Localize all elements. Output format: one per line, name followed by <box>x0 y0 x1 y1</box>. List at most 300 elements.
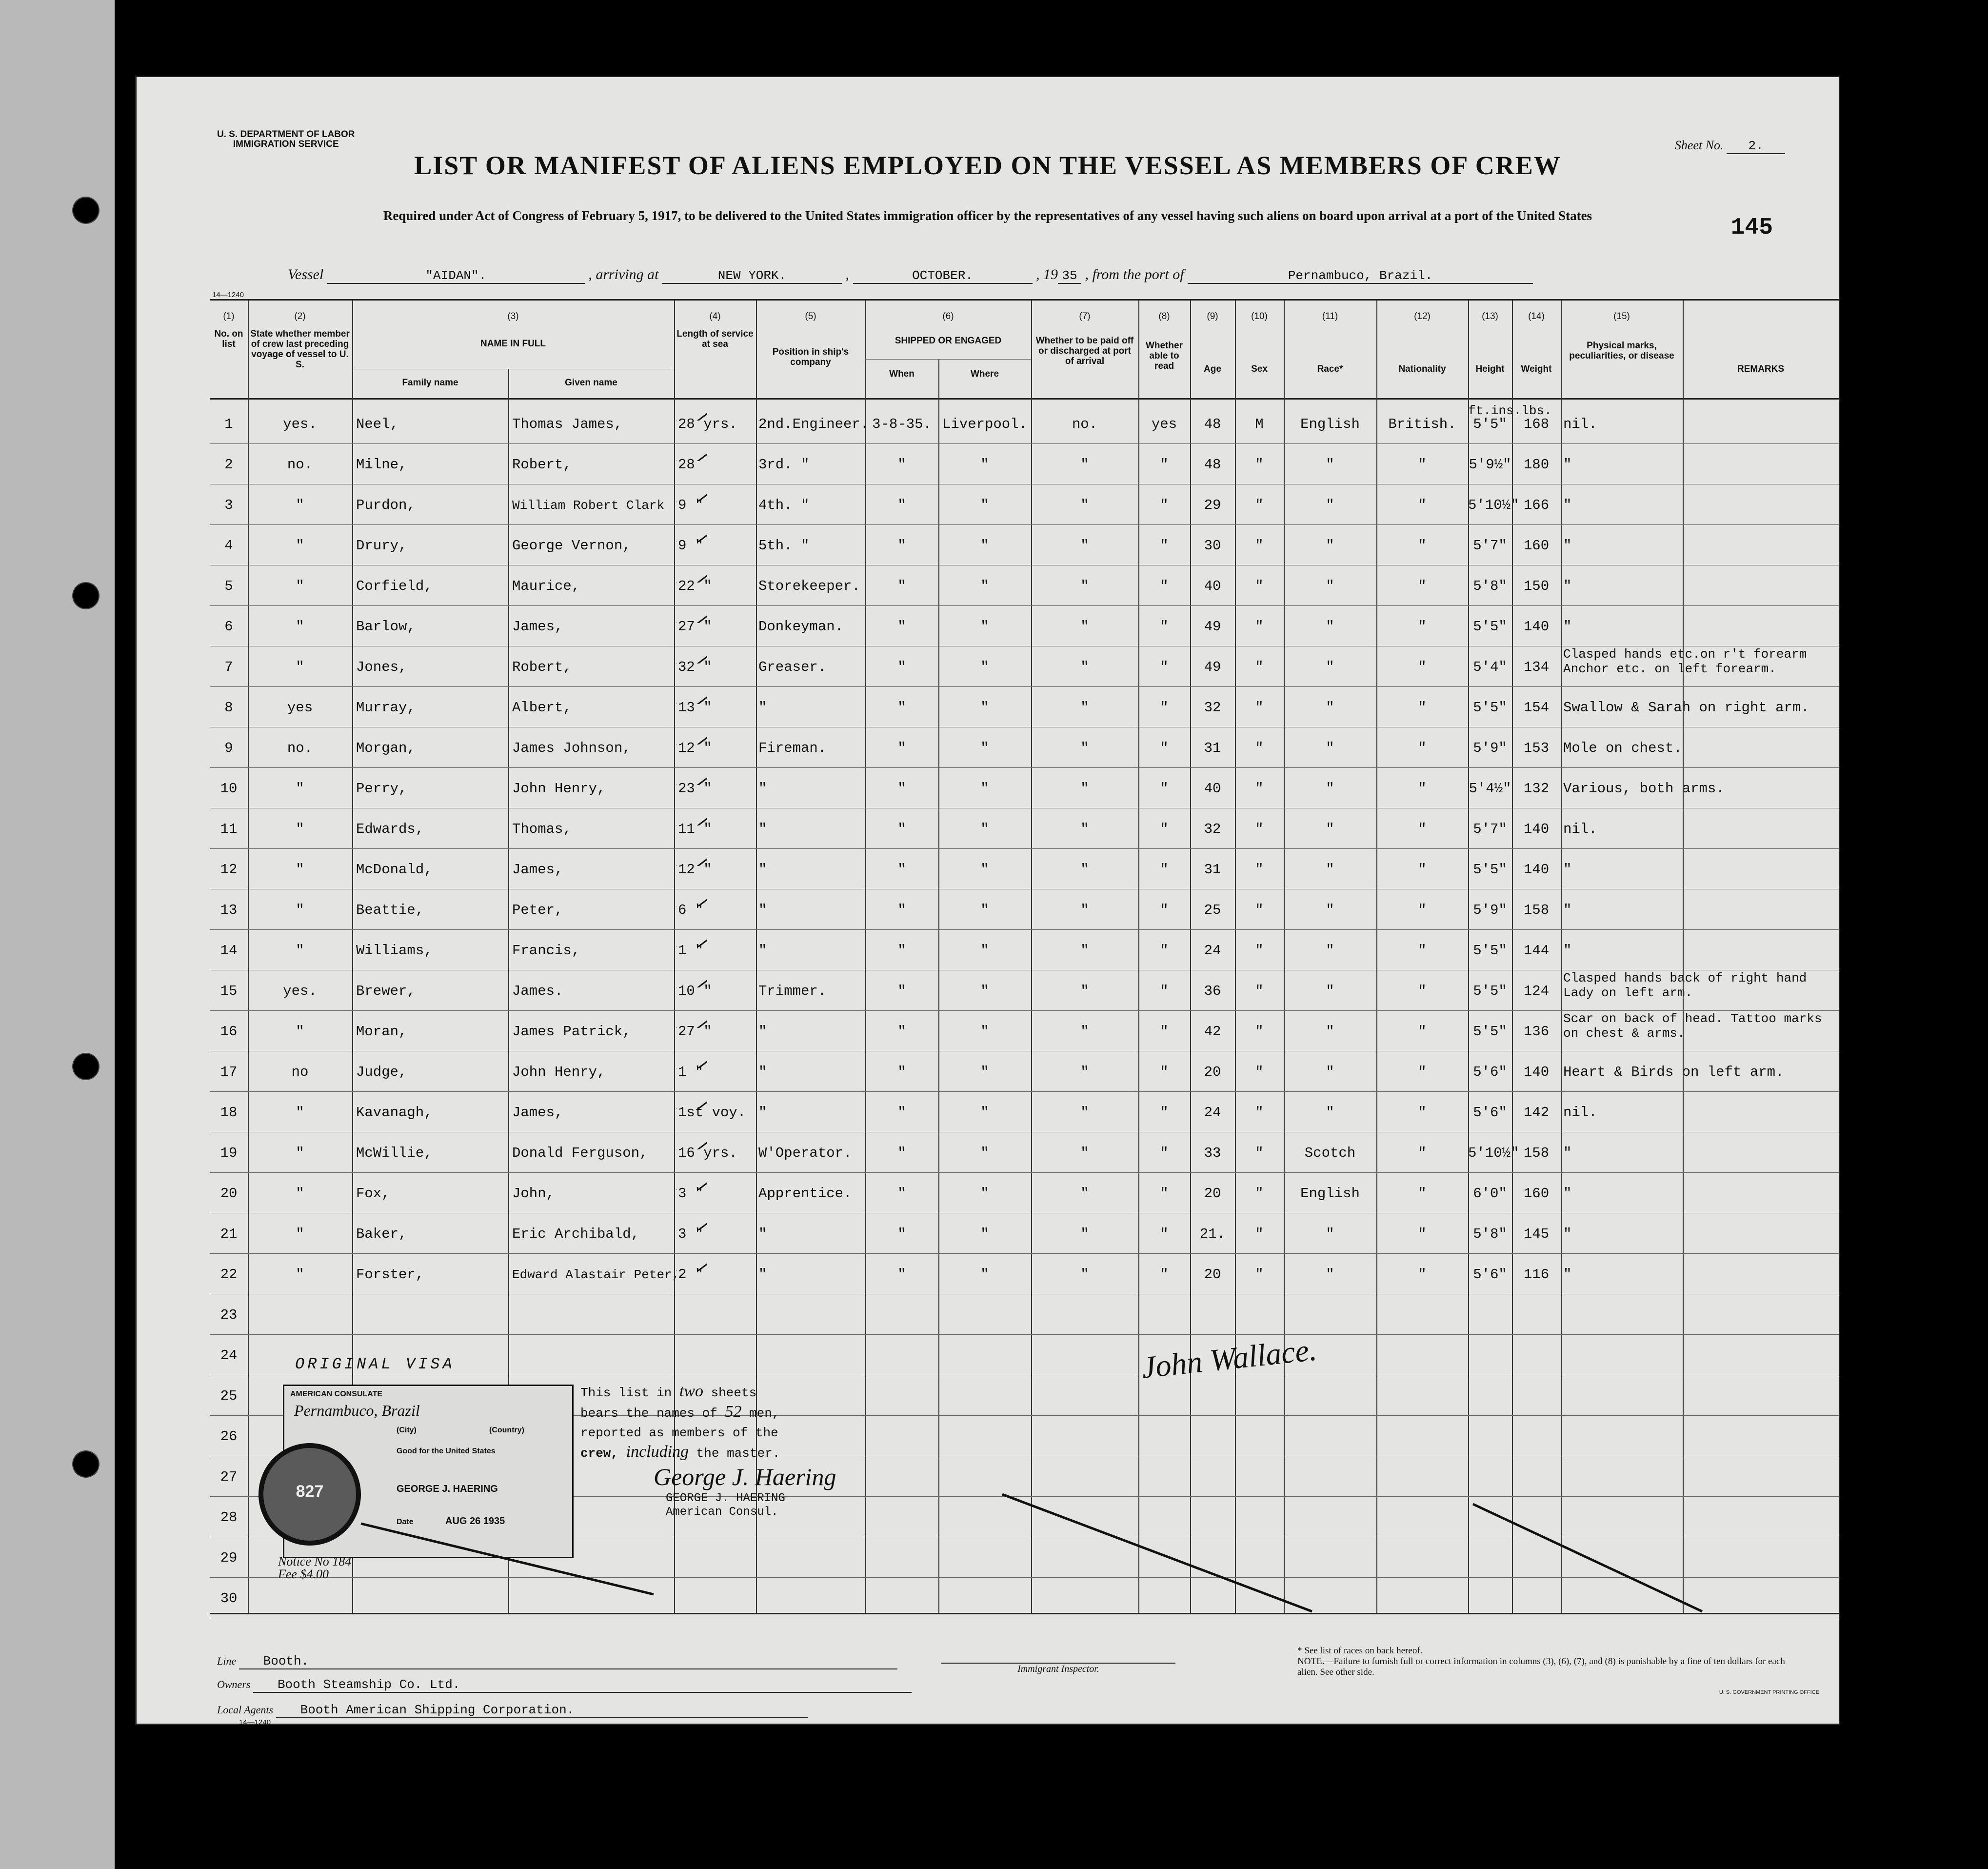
cell-marks: Mole on chest. <box>1563 740 1682 756</box>
cell-sex: " <box>1255 1226 1264 1242</box>
cell-race: " <box>1326 619 1334 635</box>
cell-nat: " <box>1418 1266 1427 1283</box>
cell-given: George Vernon, <box>512 538 631 554</box>
cell-marks: " <box>1563 902 1572 918</box>
cell-position: " <box>758 862 767 878</box>
cell-position: " <box>758 781 767 797</box>
cell-sex: " <box>1255 1024 1264 1040</box>
cell-when: " <box>897 740 906 756</box>
header-family-name: Family name <box>402 378 458 388</box>
cell-age: 49 <box>1204 659 1221 675</box>
cell-position: W'Operator. <box>758 1145 852 1161</box>
cell-family: McWillie, <box>356 1145 433 1161</box>
master-signature: John Wallace. <box>1140 1332 1318 1385</box>
cell-where: " <box>980 983 989 999</box>
cell-prev: " <box>296 1186 304 1202</box>
cell-no: 8 <box>224 700 233 716</box>
cell-where: " <box>980 659 989 675</box>
cell-given: Thomas, <box>512 821 572 837</box>
cell-where: Liverpool. <box>942 416 1028 432</box>
cell-sex: " <box>1255 943 1264 959</box>
cell-age: 49 <box>1204 619 1221 635</box>
cell-no: 12 <box>220 862 238 878</box>
cell-read: " <box>1160 1145 1169 1161</box>
cell-service: 12 " <box>678 740 712 756</box>
cell-age: 31 <box>1204 740 1221 756</box>
cell-prev: " <box>296 862 304 878</box>
cell-service: 16 yrs. <box>678 1145 737 1161</box>
cell-height: 6'0" <box>1473 1186 1507 1202</box>
cell-weight: 158 <box>1523 902 1550 918</box>
cell-prev: " <box>296 578 304 594</box>
cell-weight: 154 <box>1523 700 1550 716</box>
cell-nat: " <box>1418 902 1427 918</box>
cell-height: 5'9½" <box>1469 457 1511 473</box>
cell-sex: " <box>1255 457 1264 473</box>
cell-height: 5'5" <box>1473 619 1507 635</box>
cell-prev: " <box>296 538 304 554</box>
cell-paid: " <box>1080 781 1089 797</box>
cell-no: 15 <box>220 983 238 999</box>
cell-marks: Heart & Birds on left arm. <box>1563 1064 1784 1080</box>
cell-service: 9 " <box>678 497 704 513</box>
cell-family: Kavanagh, <box>356 1105 433 1121</box>
cell-family: Barlow, <box>356 619 416 635</box>
cell-paid: " <box>1080 983 1089 999</box>
cell-sex: " <box>1255 700 1264 716</box>
cell-paid: " <box>1080 619 1089 635</box>
row-number: 27 <box>220 1469 238 1485</box>
cell-read: " <box>1160 457 1169 473</box>
cell-service: 11 " <box>678 821 712 837</box>
cell-nat: British. <box>1388 416 1456 432</box>
cell-no: 9 <box>224 740 233 756</box>
cell-height: 5'5" <box>1473 416 1507 432</box>
cell-paid: " <box>1080 862 1089 878</box>
cell-position: Trimmer. <box>758 983 827 999</box>
cell-given: James. <box>512 983 563 999</box>
cell-sex: " <box>1255 781 1264 797</box>
header-position: Position in ship's company <box>772 347 849 367</box>
cell-when: " <box>897 1064 906 1080</box>
cell-no: 10 <box>220 781 238 797</box>
cell-where: " <box>980 619 989 635</box>
cell-read: " <box>1160 821 1169 837</box>
vessel-line: Vessel "AIDAN". , arriving at NEW YORK. , OCTOBER. , 19 35 , from the port of Pernambuco, Brazil. <box>288 266 1533 284</box>
cell-age: 40 <box>1204 781 1221 797</box>
cell-nat: " <box>1418 781 1427 797</box>
crew-manifest-table: (1) (2) (3) (4) (5) (6) (7) (8) (9) (10) (11) (12) (13) (14) (15) No. on list State whether member of crew last preceding voyage of vessel to U. S. NAME IN FULL Family name Given name Length of service at sea Position in ship's company SHIPPED OR ENGAGED When Where Whether to be paid off or discharged at port of arrival Whether able to read Age Sex Race* Nationality Height Weight Physical marks, peculiarities, or disease REMARKS ft.ins.lbs. 1 yes. Neel, Thomas James, 28 yrs. 2nd.Engineer. 3-8-35. Liverpool. no. yes 48 M English British. 5'5" 168 nil. 2 no. Milne, Robert, 28 3rd. " " " " " 48 " " " 5'9½" 180 " 3 " Purdon, William Robert Clark 9 " 4th. " " " " " 29 " " " 5'10½" 166 " 4 " Drury, George Vernon, 9 " 5th. " " " " " 30 " " " 5'7" 160 " 5 " Corfield, Maurice, 22 " Storekeeper. " " " " 40 " " " 5'8" 150 " 6 " Barlow, James, 27 " Donkeyman. " " " " 49 " " " 5'5" 140 " 7 " Jones, Robert, 32 " Greaser. " " " " 49 " " " 5'4" 134 Clasped hands etc.on r't forearm Anchor etc. on left forearm. 8 yes Murray, Albert, 13 " " " " " " 32 " " " 5'5" 154 Swallow & Sarah on right arm. 9 no. Morgan, James Johnson, 12 " Fireman. " " " " 31 " " " 5'9" 153 Mole on chest. 10 " Perry, John Henry, 23 " " " " " " 40 " " " 5'4½" 132 Various, both arms. 11 " Edwards, Thomas, 11 " " " " " " 32 " " " 5'7" 140 nil. 12 " McDonald, James, 12 " " " " " " 31 " " " 5'5" 140 " 13 " Beattie, Peter, 6 " " " " " " 25 " " " 5'9" 158 " 14 " Williams, Francis, 1 " " " " " " 24 " " " 5'5" 144 " 15 yes. Brewer, James. 10 " Trimmer. " " " " 36 " " " 5'5" 124 Clasped hands back of right hand Lady on left arm. 16 " Moran, James Patrick, 27 " " " " " " 42 " " " 5'5" 136 Scar on back of head. Tattoo marks on chest & arms. 17 no Judge, John Henry, 1 " " " " " " 20 " " " 5'6" 140 Heart & Birds on left arm. 18 " Kavanagh, James, 1st voy. " " " " " 24 " " " 5'6" 142 nil. 19 " McWillie, Donald Ferguson, 16 yrs. W'Operator. " " " " 33 " Scotch " 5'10½" 158 " 20 " Fox, John, 3 " Apprentice. " " " " 20 " English " 6'0" 160 " 21 " Baker, Eric Archibald, 3 " " " " " " 21. " " " 5'8" 145 " 22 " Forster, Edward Alastair Peter, 2 " " " " " " 20 " " " 5'6" 116 " 23 24 25 26 27 28 29 30 <box>210 299 1839 1614</box>
cell-given: Donald Ferguson, <box>512 1145 648 1161</box>
header-where: Where <box>970 369 999 379</box>
cell-marks: Various, both arms. <box>1563 781 1725 797</box>
cell-marks: " <box>1563 578 1572 594</box>
cell-read: " <box>1160 497 1169 513</box>
header-prev-voyage: State whether member of crew last preceding voyage of vessel to U. S. <box>250 329 350 370</box>
cell-race: " <box>1326 781 1334 797</box>
header-physical-marks: Physical marks, peculiarities, or disease <box>1569 341 1674 361</box>
cell-height: 5'8" <box>1473 1226 1507 1242</box>
cell-where: " <box>980 497 989 513</box>
footnotes: * See list of races on back hereof. NOTE.—Failure to furnish full or correct information in columns (3), (6), (7), and (8) is punishable by a fine of ten dollars for each alien. See other side. <box>1297 1646 1785 1677</box>
cell-when: " <box>897 781 906 797</box>
cell-sex: M <box>1255 416 1264 432</box>
cell-no: 11 <box>220 821 238 837</box>
cell-race: " <box>1326 700 1334 716</box>
cell-height: 5'9" <box>1473 740 1507 756</box>
cell-age: 21. <box>1199 1226 1226 1242</box>
cell-age: 48 <box>1204 457 1221 473</box>
footer-line: Line Booth. <box>217 1654 897 1669</box>
cell-where: " <box>980 457 989 473</box>
cell-marks: Clasped hands etc.on r't forearm Anchor etc. on left forearm. <box>1563 647 1807 676</box>
cell-sex: " <box>1255 538 1264 554</box>
cell-when: " <box>897 578 906 594</box>
cell-prev: " <box>296 943 304 959</box>
row-number: 28 <box>220 1509 238 1526</box>
cell-family: Beattie, <box>356 902 424 918</box>
cell-age: 20 <box>1204 1064 1221 1080</box>
cell-when: " <box>897 821 906 837</box>
cell-position: " <box>758 902 767 918</box>
cell-service: 23 " <box>678 781 712 797</box>
cell-service: 27 " <box>678 619 712 635</box>
cell-age: 48 <box>1204 416 1221 432</box>
cell-weight: 168 <box>1523 416 1550 432</box>
header-when: When <box>889 369 914 379</box>
cell-nat: " <box>1418 821 1427 837</box>
cell-position: " <box>758 1024 767 1040</box>
cell-sex: " <box>1255 659 1264 675</box>
cell-sex: " <box>1255 578 1264 594</box>
cell-prev: no. <box>287 457 313 473</box>
cell-where: " <box>980 1064 989 1080</box>
cell-marks: Clasped hands back of right hand Lady on left arm. <box>1563 971 1807 1000</box>
cell-family: Perry, <box>356 781 407 797</box>
cell-height: 5'5" <box>1473 1024 1507 1040</box>
cell-race: " <box>1326 862 1334 878</box>
cell-position: " <box>758 1226 767 1242</box>
cell-sex: " <box>1255 619 1264 635</box>
notice-number: Notice No 184 Fee $4.00 <box>278 1554 352 1581</box>
consular-seal-stamp: 827 <box>258 1443 361 1546</box>
cell-service: 10 " <box>678 983 712 999</box>
cell-race: " <box>1326 1024 1334 1040</box>
units-label: ft.ins.lbs. <box>1468 403 1552 418</box>
cell-prev: " <box>296 1226 304 1242</box>
cell-given: James Patrick, <box>512 1024 631 1040</box>
cell-where: " <box>980 700 989 716</box>
cell-position: " <box>758 700 767 716</box>
cell-no: 13 <box>220 902 238 918</box>
consulate-visa-box: AMERICAN CONSULATE Pernambuco, Brazil (City) (Country) Good for the United States GEORGE J. HAERING Date AUG 26 1935 <box>283 1385 574 1558</box>
cell-family: Judge, <box>356 1064 407 1080</box>
cell-paid: " <box>1080 1105 1089 1121</box>
departure-port-field: Pernambuco, Brazil. <box>1188 268 1533 284</box>
cell-read: " <box>1160 578 1169 594</box>
header-weight: Weight <box>1521 364 1552 374</box>
cell-race: " <box>1326 659 1334 675</box>
cell-race: " <box>1326 983 1334 999</box>
cell-given: James, <box>512 862 563 878</box>
cell-when: " <box>897 943 906 959</box>
cell-where: " <box>980 740 989 756</box>
cell-when: " <box>897 619 906 635</box>
cell-race: " <box>1326 538 1334 554</box>
cell-position: 4th. " <box>758 497 810 513</box>
cell-service: 2 " <box>678 1266 704 1283</box>
cell-height: 5'4" <box>1473 659 1507 675</box>
cell-height: 5'7" <box>1473 821 1507 837</box>
cell-weight: 153 <box>1523 740 1550 756</box>
page-number-stamp: 145 <box>1730 215 1773 241</box>
cell-race: " <box>1326 1064 1334 1080</box>
cell-nat: " <box>1418 538 1427 554</box>
cell-nat: " <box>1418 1145 1427 1161</box>
header-able-to-read: Whether able to read <box>1146 341 1183 371</box>
cell-marks: " <box>1563 943 1572 959</box>
cell-nat: " <box>1418 578 1427 594</box>
cell-when: " <box>897 659 906 675</box>
list-statement: This list in two sheets bears the names of 52 men, reported as members of the crew, including the master. <box>580 1382 780 1461</box>
cell-height: 5'5" <box>1473 943 1507 959</box>
cell-nat: " <box>1418 1064 1427 1080</box>
cell-where: " <box>980 821 989 837</box>
cell-when: " <box>897 1226 906 1242</box>
cell-position: Apprentice. <box>758 1186 852 1202</box>
cell-given: John, <box>512 1186 555 1202</box>
cell-nat: " <box>1418 740 1427 756</box>
cell-family: Drury, <box>356 538 407 554</box>
cell-sex: " <box>1255 902 1264 918</box>
cell-family: Morgan, <box>356 740 416 756</box>
cell-height: 5'7" <box>1473 538 1507 554</box>
cell-given: Peter, <box>512 902 563 918</box>
cell-read: " <box>1160 1266 1169 1283</box>
header-height: Height <box>1475 364 1505 374</box>
cell-age: 33 <box>1204 1145 1221 1161</box>
cell-family: Milne, <box>356 457 407 473</box>
cell-weight: 140 <box>1523 862 1550 878</box>
cell-marks: nil. <box>1563 416 1597 432</box>
cell-no: 6 <box>224 619 233 635</box>
cell-prev: yes. <box>283 983 317 999</box>
cell-given: Albert, <box>512 700 572 716</box>
cell-position: 2nd.Engineer. <box>758 416 869 432</box>
cell-where: " <box>980 902 989 918</box>
cell-service: 22 " <box>678 578 712 594</box>
cell-service: 32 " <box>678 659 712 675</box>
cell-given: Edward Alastair Peter, <box>512 1267 680 1282</box>
cell-weight: 166 <box>1523 497 1550 513</box>
cell-given: Francis, <box>512 943 580 959</box>
cell-service: 27 " <box>678 1024 712 1040</box>
cell-sex: " <box>1255 1145 1264 1161</box>
cell-age: 32 <box>1204 700 1221 716</box>
header-name-in-full: NAME IN FULL <box>480 339 546 349</box>
cell-paid: " <box>1080 1145 1089 1161</box>
cell-service: 12 " <box>678 862 712 878</box>
cell-weight: 180 <box>1523 457 1550 473</box>
cell-marks: " <box>1563 1266 1572 1283</box>
cell-read: " <box>1160 1105 1169 1121</box>
header-no-on-list: No. on list <box>214 329 243 349</box>
cell-when: " <box>897 700 906 716</box>
cell-nat: " <box>1418 497 1427 513</box>
header-given-name: Given name <box>565 378 617 388</box>
cell-no: 5 <box>224 578 233 594</box>
cell-read: " <box>1160 1186 1169 1202</box>
printer-imprint: U. S. GOVERNMENT PRINTING OFFICE <box>1719 1689 1819 1695</box>
cell-paid: " <box>1080 740 1089 756</box>
binder-hole <box>73 1054 99 1079</box>
cell-where: " <box>980 1024 989 1040</box>
cell-prev: " <box>296 821 304 837</box>
cell-nat: " <box>1418 1186 1427 1202</box>
cell-marks: " <box>1563 862 1572 878</box>
cell-age: 42 <box>1204 1024 1221 1040</box>
cell-sex: " <box>1255 1105 1264 1121</box>
cell-race: English <box>1300 416 1360 432</box>
cell-weight: 140 <box>1523 619 1550 635</box>
cell-race: " <box>1326 497 1334 513</box>
cell-age: 36 <box>1204 983 1221 999</box>
cell-family: Forster, <box>356 1266 424 1283</box>
cell-service: 1st voy. <box>678 1105 746 1121</box>
cell-sex: " <box>1255 1064 1264 1080</box>
cell-when: " <box>897 497 906 513</box>
cell-when: " <box>897 457 906 473</box>
cell-nat: " <box>1418 700 1427 716</box>
cell-race: " <box>1326 457 1334 473</box>
cell-paid: " <box>1080 700 1089 716</box>
cell-when: " <box>897 1105 906 1121</box>
department-header: U. S. DEPARTMENT OF LABOR IMMIGRATION SERVICE <box>217 129 355 149</box>
cell-no: 22 <box>220 1266 238 1283</box>
cell-read: " <box>1160 740 1169 756</box>
cell-given: John Henry, <box>512 781 606 797</box>
cell-prev: no <box>291 1064 309 1080</box>
cell-age: 32 <box>1204 821 1221 837</box>
cell-paid: " <box>1080 457 1089 473</box>
cell-sex: " <box>1255 821 1264 837</box>
cell-nat: " <box>1418 1024 1427 1040</box>
header-race: Race* <box>1317 364 1343 374</box>
cell-race: English <box>1300 1186 1360 1202</box>
cell-paid: " <box>1080 538 1089 554</box>
cell-height: 5'5" <box>1473 700 1507 716</box>
cell-marks: nil. <box>1563 1105 1597 1121</box>
cell-weight: 142 <box>1523 1105 1550 1121</box>
cell-where: " <box>980 1226 989 1242</box>
cell-marks: " <box>1563 1226 1572 1242</box>
cell-read: " <box>1160 943 1169 959</box>
cell-nat: " <box>1418 1226 1427 1242</box>
page-title: LIST OR MANIFEST OF ALIENS EMPLOYED ON THE VESSEL AS MEMBERS OF CREW <box>414 151 1561 180</box>
header-length-of-service: Length of service at sea <box>676 329 754 349</box>
cell-where: " <box>980 943 989 959</box>
header-sex: Sex <box>1251 364 1268 374</box>
cell-weight: 140 <box>1523 1064 1550 1080</box>
cell-race: " <box>1326 740 1334 756</box>
cell-no: 21 <box>220 1226 238 1242</box>
cell-where: " <box>980 781 989 797</box>
cell-service: 1 " <box>678 943 704 959</box>
cell-marks: " <box>1563 1186 1572 1202</box>
cell-when: " <box>897 1186 906 1202</box>
cell-paid: " <box>1080 1226 1089 1242</box>
cell-given: James, <box>512 1105 563 1121</box>
cell-prev: " <box>296 619 304 635</box>
cell-weight: 160 <box>1523 538 1550 554</box>
header-remarks: REMARKS <box>1737 364 1785 374</box>
cell-paid: " <box>1080 578 1089 594</box>
arrival-year-field: 35 <box>1058 268 1081 284</box>
cell-where: " <box>980 538 989 554</box>
cell-race: " <box>1326 943 1334 959</box>
header-nationality: Nationality <box>1398 364 1446 374</box>
cell-paid: " <box>1080 1186 1089 1202</box>
cell-where: " <box>980 862 989 878</box>
cell-read: yes <box>1151 416 1177 432</box>
cell-where: " <box>980 1266 989 1283</box>
cell-family: Corfield, <box>356 578 433 594</box>
cell-race: " <box>1326 578 1334 594</box>
cell-paid: " <box>1080 1266 1089 1283</box>
cell-marks: " <box>1563 1145 1572 1161</box>
cell-given: Thomas James, <box>512 416 623 432</box>
cell-race: " <box>1326 1226 1334 1242</box>
cell-no: 19 <box>220 1145 238 1161</box>
cell-sex: " <box>1255 740 1264 756</box>
manifest-page <box>137 77 1839 1727</box>
cell-position: Storekeeper. <box>758 578 860 594</box>
cell-height: 5'4½" <box>1469 781 1511 797</box>
cell-read: " <box>1160 902 1169 918</box>
cell-height: 5'5" <box>1473 983 1507 999</box>
cell-prev: " <box>296 1105 304 1121</box>
cell-position: 5th. " <box>758 538 810 554</box>
cell-nat: " <box>1418 983 1427 999</box>
cell-read: " <box>1160 619 1169 635</box>
cell-when: " <box>897 1145 906 1161</box>
cell-height: 5'10½" <box>1468 1145 1519 1161</box>
consul-printed-name: GEORGE J. HAERING American Consul. <box>666 1492 785 1519</box>
cell-nat: " <box>1418 659 1427 675</box>
cell-when: " <box>897 1024 906 1040</box>
cell-marks: " <box>1563 619 1572 635</box>
header-age: Age <box>1204 364 1221 374</box>
cell-given: Maurice, <box>512 578 580 594</box>
cell-position: Greaser. <box>758 659 827 675</box>
cell-paid: " <box>1080 1064 1089 1080</box>
cell-family: Moran, <box>356 1024 407 1040</box>
cell-height: 5'6" <box>1473 1266 1507 1283</box>
cell-weight: 116 <box>1523 1266 1550 1283</box>
cell-weight: 150 <box>1523 578 1550 594</box>
cell-no: 14 <box>220 943 238 959</box>
cell-sex: " <box>1255 1186 1264 1202</box>
cell-nat: " <box>1418 862 1427 878</box>
vessel-name-field: "AIDAN". <box>327 268 585 284</box>
cell-no: 3 <box>224 497 233 513</box>
cell-where: " <box>980 1145 989 1161</box>
cell-when: " <box>897 983 906 999</box>
cell-marks: nil. <box>1563 821 1597 837</box>
cancel-strokes <box>137 77 1839 1724</box>
cell-prev: no. <box>287 740 313 756</box>
arrival-month-field: OCTOBER. <box>853 268 1033 284</box>
